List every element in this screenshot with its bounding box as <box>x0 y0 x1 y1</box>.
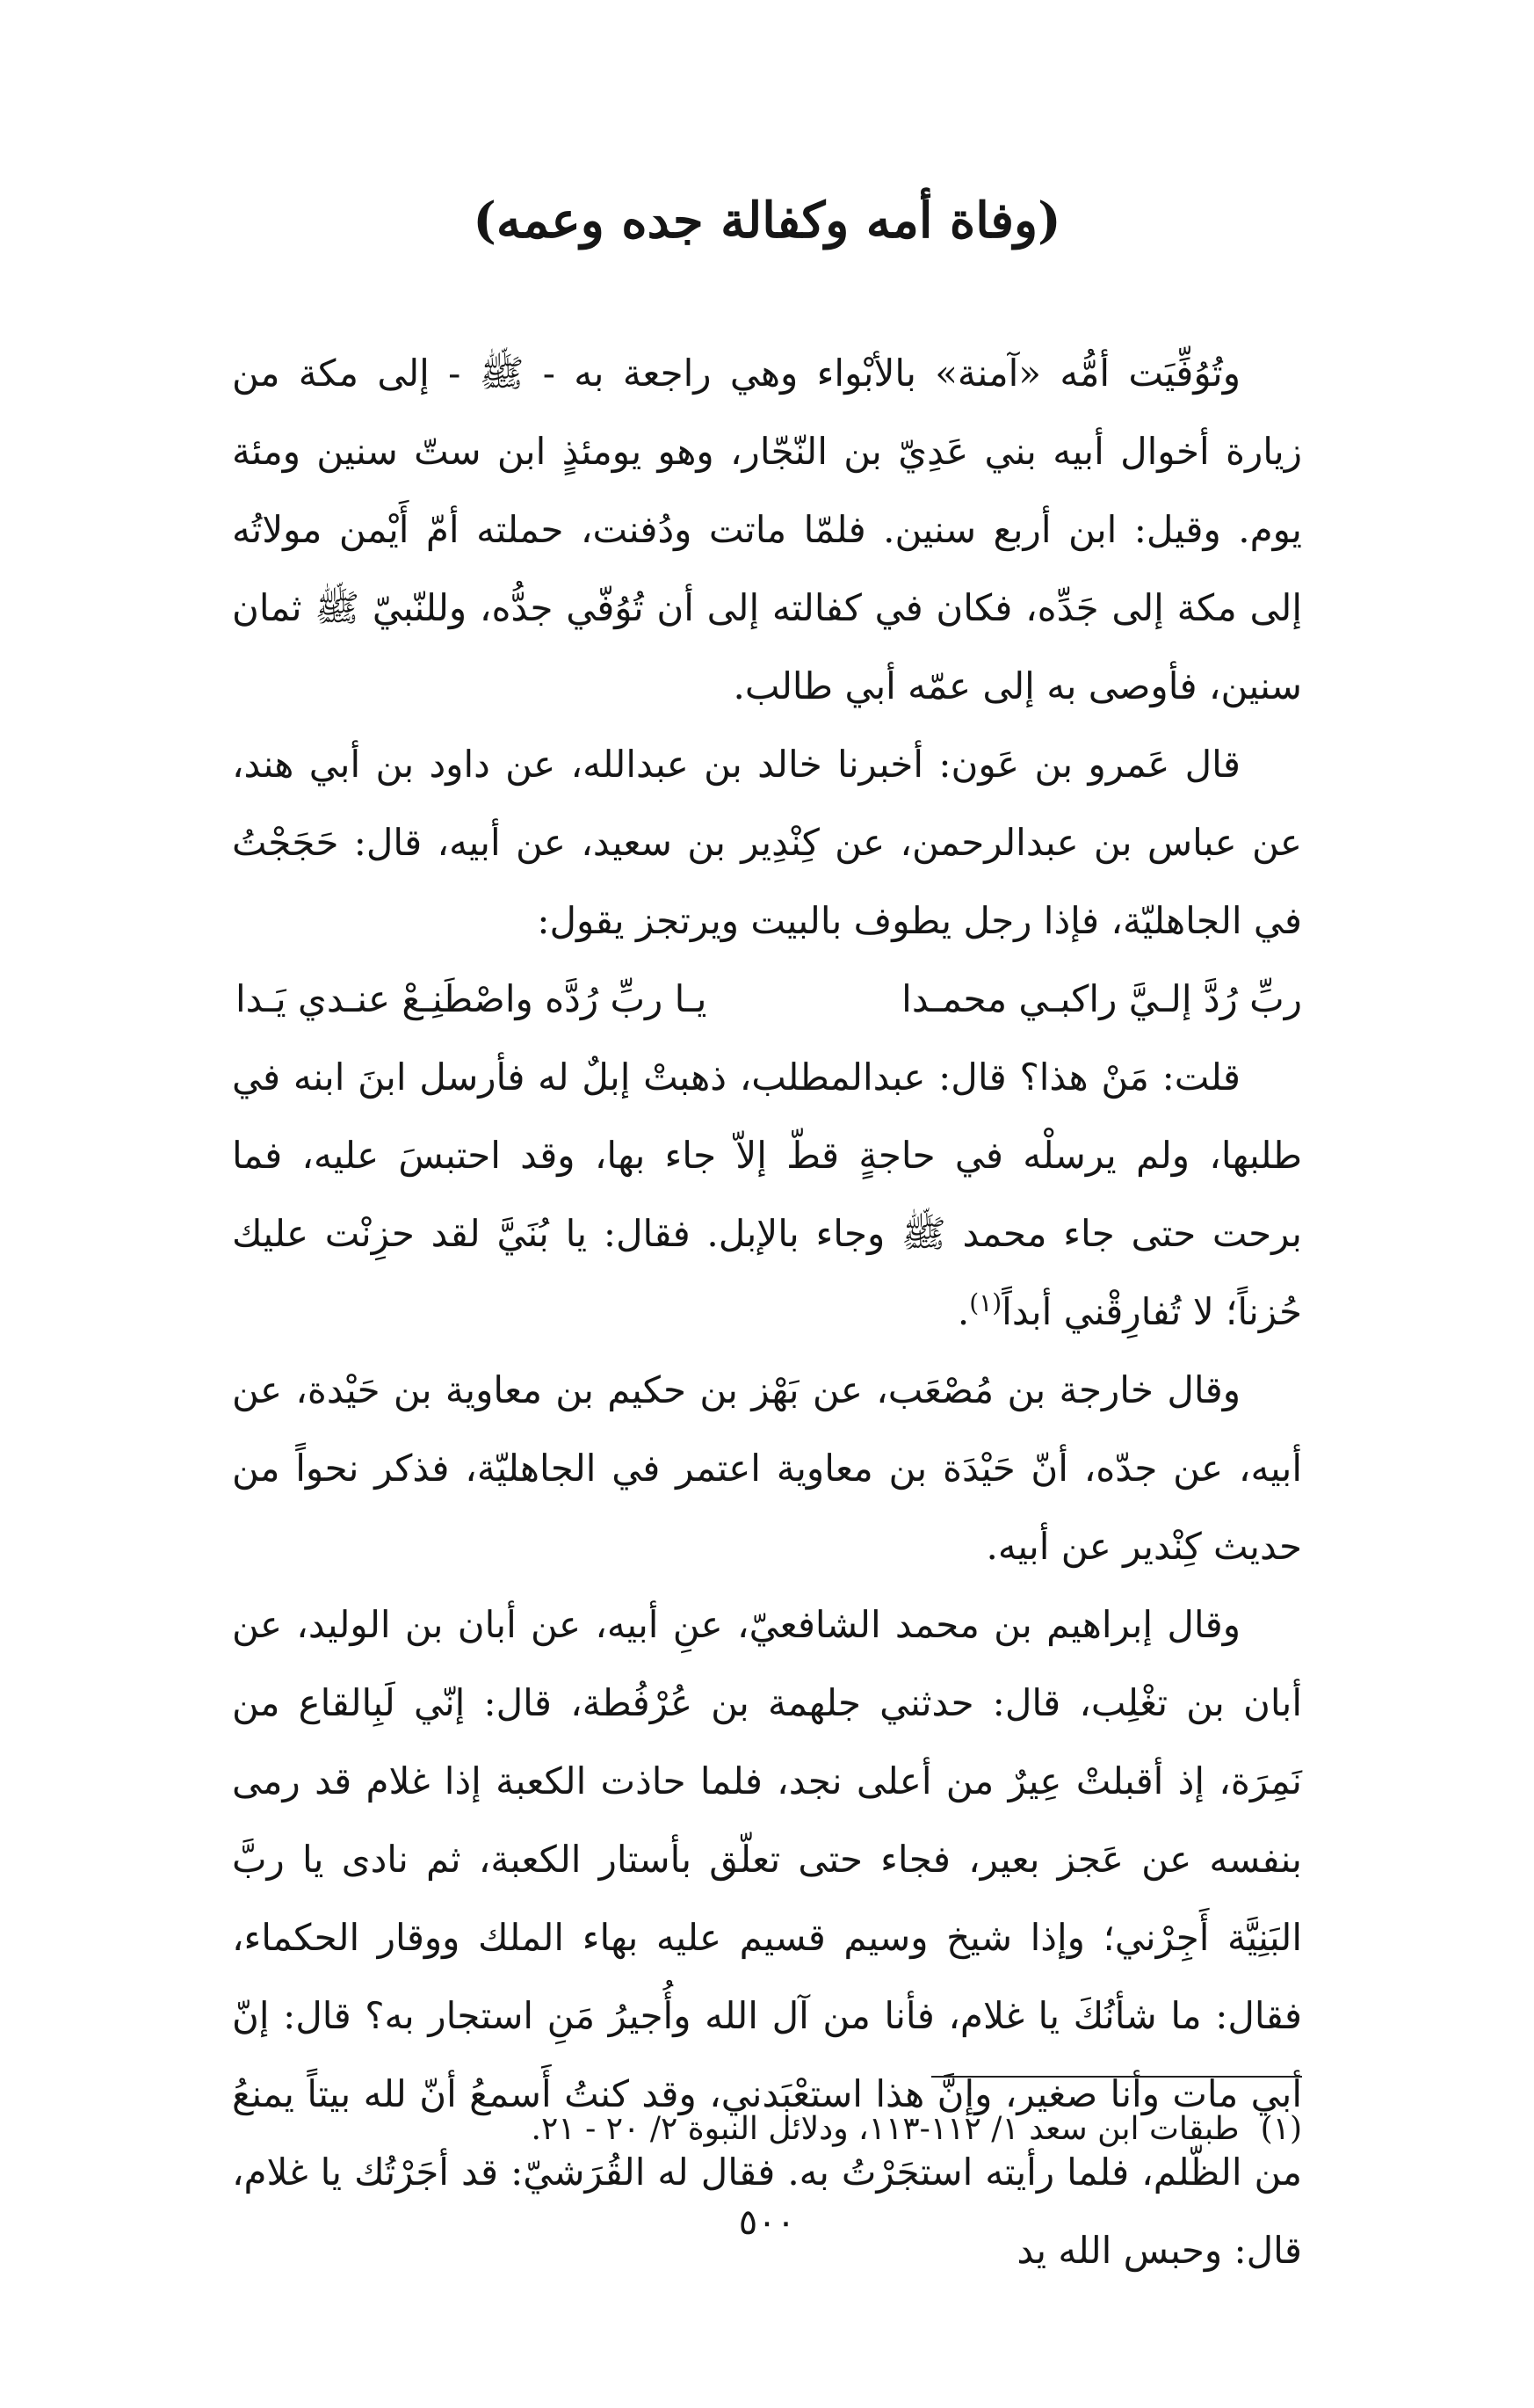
verse-second-hemistich: يـا ربِّ رُدَّه واصْطَنِـعْ عنـدي يَـدا <box>235 977 707 1020</box>
poem-verse <box>232 960 1302 1038</box>
footnote-separator <box>931 2076 1302 2078</box>
paragraph-amr-narration: قال عَمرو بن عَون: أخبرنا خالد بن عبدالله، عن داود بن أبي هند، عن عباس بن عبدالرحمن، عن كِنْدِير بن سعيد، عن أبيه، قال: حَجَجْتُ في الجاهليّة، فإذا رجل يطوف بالبيت ويرتجز يقول: <box>232 743 1302 942</box>
paragraph-abdulmuttalib-end: . <box>957 1290 970 1333</box>
verse-first-hemistich: ربِّ رُدَّ إلـيَّ راكبـي محمـدا <box>901 977 1302 1020</box>
paragraph-mother-death: وتُوُفِّيَت أمُّه «آمنة» بالأبْواء وهي راجعة به - ﷺ - إلى مكة من زيارة أخوال أبيه بني عَدِيّ بن النّجّار، وهو يومئذٍ ابن ستّ سنين ومئة يوم. وقيل: ابن أربع سنين. فلمّا ماتت ودُفنت، حملته أمّ أَيْمن مولاتُه إلى مكة إلى جَدِّه، فكان في كفالته إلى أن تُوُفّي جدُّه، وللنّبيّ ﷺ ثمان سنين، فأوصى به إلى عمّه أبي طالب. <box>232 352 1302 707</box>
paragraph-abdulmuttalib-text: قلت: مَنْ هذا؟ قال: عبدالمطلب، ذهبتْ إبلٌ له فأرسل ابنَ ابنه في طلبها، ولم يرسلْه في حاجةٍ قطّ إلاّ جاء بها، وقد احتبسَ عليه، فما برحت حتى جاء محمد ﷺ وجاء بالإبل. فقال: يا بُنَيَّ لقد حزِنْت عليك حُزناً؛ لا تُفارِقْني أبداً <box>232 1055 1302 1333</box>
paragraph-abdulmuttalib <box>232 1038 1302 1351</box>
footnote-text: طبقات ابن سعد ١/ ١١٢-١١٣، ودلائل النبوة ٢/ ٢٠ - ٢١. <box>531 2111 1240 2147</box>
paragraph-kharija-narration: وقال خارجة بن مُصْعَب، عن بَهْز بن حكيم بن معاوية بن حَيْدة، عن أبيه، عن جدّه، أنّ حَيْدَة بن معاوية اعتمر في الجاهليّة، فذكر نحواً من حديث كِنْدير عن أبيه. <box>232 1368 1302 1568</box>
footnote-reference: (١) <box>969 1288 1002 1317</box>
page-number: ٥٠٠ <box>738 2202 796 2243</box>
chapter-title: (وفاة أمه وكفالة جده وعمه) <box>473 192 1061 250</box>
paragraph-ibrahim-narration: وقال إبراهيم بن محمد الشافعيّ، عنِ أبيه، عن أبان بن الوليد، عن أبان بن تغْلِب، قال: حدثني جلهمة بن عُرْفُطة، قال: إنّي لَبِالقاع من نَمِرَة، إذ أقبلتْ عِيرٌ من أعلى نجد، فلما حاذت الكعبة إذا غلام قد رمى بنفسه عن عَجز بعير، فجاء حتى تعلّق بأستار الكعبة، ثم نادى يا ربَّ البَنِيَّة أَجِرْني؛ وإذا شيخ وسيم قسيم عليه بهاء الملك ووقار الحكماء، فقال: ما شأنُكَ يا غلام، فأنا من آل الله وأُجيرُ مَنِ استجار به؟ قال: إنّ أبي مات وأنا صغير، وإنَّ هذا استعْبَدني، وقد كنتُ أَسمعُ أنّ لله بيتاً يمنعُ من الظّلم، فلما رأيته استجَرْتُ به. فقال له القُرَشيّ: قد أجَرْتُك يا غلام، قال: وحبس الله يد <box>232 1603 1302 2272</box>
body-text <box>232 334 1302 2289</box>
footnote <box>232 2109 1302 2151</box>
footnote-number: (١) <box>1260 2111 1302 2147</box>
